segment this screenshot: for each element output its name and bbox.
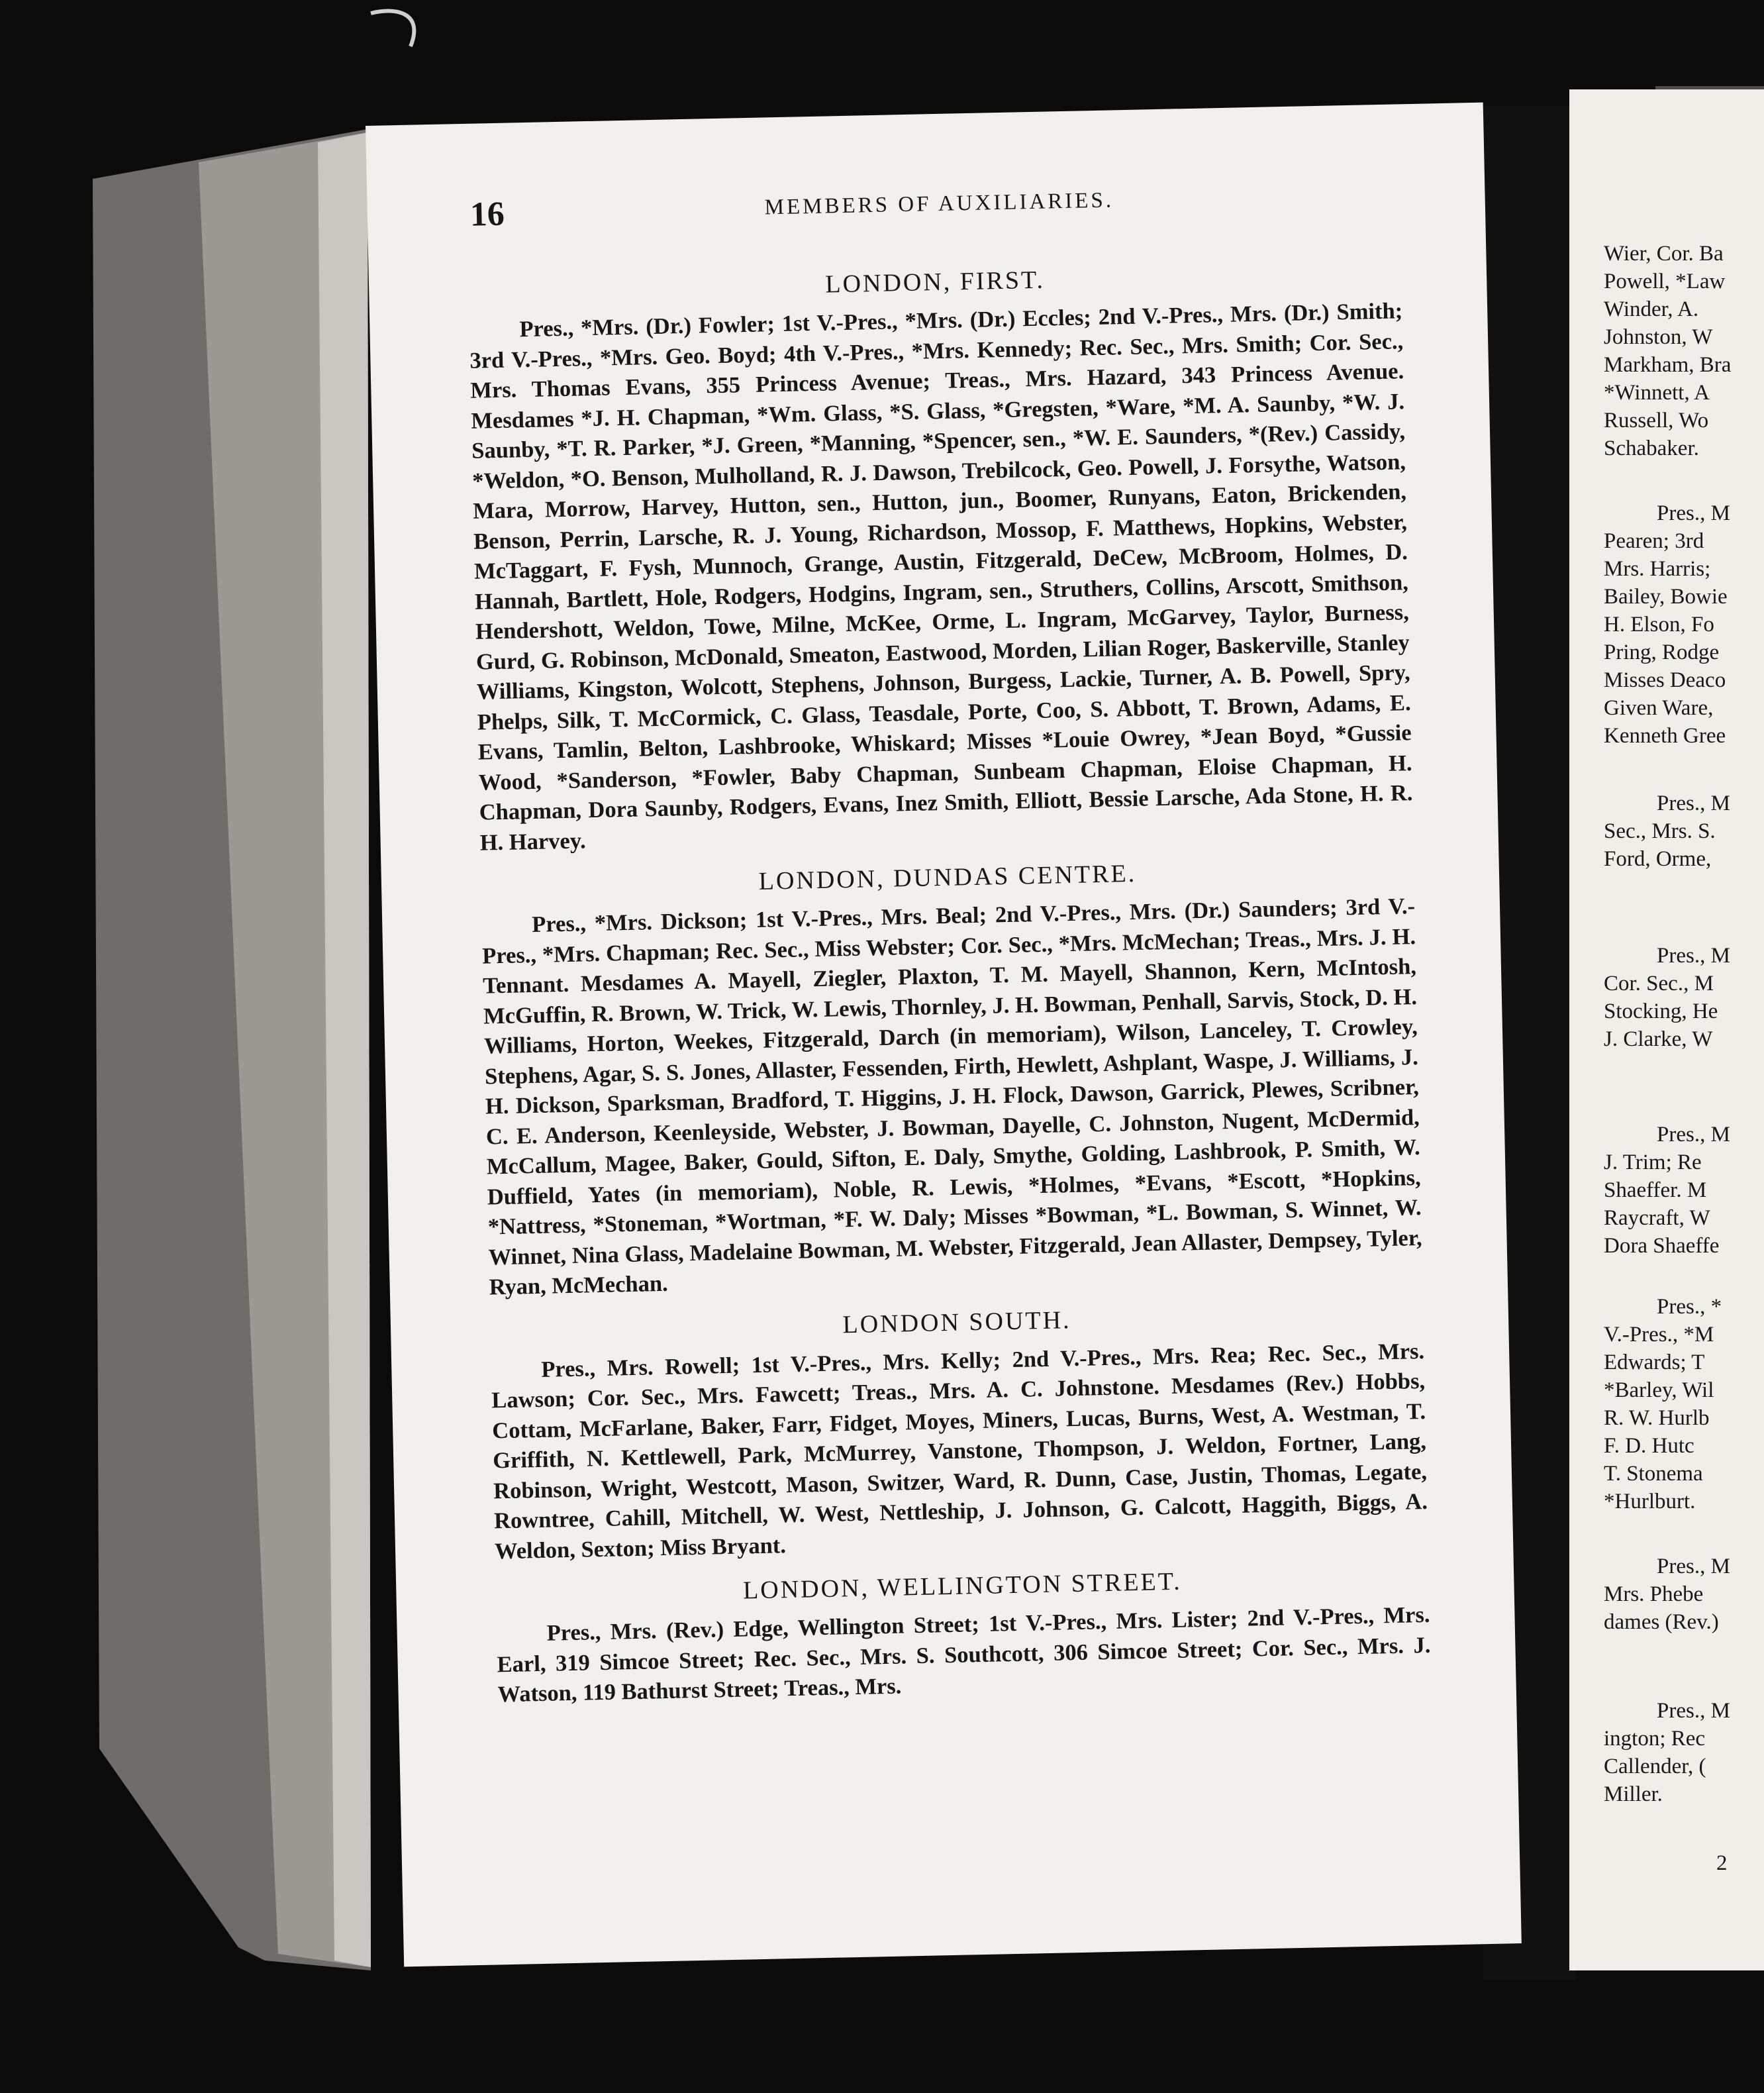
right-page-line: R. W. Hurlb — [1604, 1406, 1710, 1430]
page-number: 16 — [469, 195, 505, 234]
section-body: Pres., Mrs. (Rev.) Edge, Wellington Street; 1st V.-Pres., Mrs. Lister; 2nd V.-Pres., Mrs. Earl, 319 Simcoe Street; Rec. Sec., Mrs. S. Southcott, 306 Simcoe Street; Cor. Sec., Mrs. J. Watson, 119 Bathurst Street; Treas., Mrs. — [497, 1602, 1431, 1708]
right-page-line: Powell, *Law — [1604, 270, 1726, 293]
right-page-line: Mrs. Phebe — [1604, 1582, 1704, 1606]
right-page-line: Raycraft, W — [1604, 1206, 1710, 1230]
right-page-line: Edwards; T — [1604, 1351, 1705, 1374]
right-page-line: V.-Pres., *M — [1604, 1323, 1714, 1347]
right-page-line: Given Ware, — [1604, 696, 1714, 720]
right-page-line: Pres., M — [1657, 1555, 1730, 1578]
right-page-line: dames (Rev.) — [1604, 1610, 1719, 1634]
section-body: Pres., Mrs. Rowell; 1st V.-Pres., Mrs. Kelly; 2nd V.-Pres., Mrs. Rea; Rec. Sec., Mrs. Lawson; Cor. Sec., Mrs. Fawcett; Treas., Mrs. A. C. Johnstone. Mesdames (Rev.) Hobbs, Cottam, McFarlane, Baker, Farr, Fidget, Moyes, Miners, Lucas, Burns, West, A. Westman, T. Griffith, N. Kettlewell, Park, McMurrey, Vanstone, Thompson, J. Weldon, Fortner, Lang, Robinson, Wright, Westcott, Mason, Switzer, Ward, R. Dunn, Case, Justin, Thomas, Legate, Rowntree, Cahill, Mitchell, W. West, Nettleship, J. Johnson, G. Calcott, Haggith, Biggs, A. Weldon, Sexton; Miss Bryant. — [491, 1338, 1428, 1564]
right-page-line: Russell, Wo — [1604, 409, 1709, 433]
right-page-line: Cor. Sec., M — [1604, 972, 1714, 995]
scan-artifact-curve — [371, 11, 414, 46]
right-page-line: Johnston, W — [1604, 325, 1713, 349]
right-page-line: J. Trim; Re — [1604, 1150, 1702, 1174]
right-page-line: H. Elson, Fo — [1604, 613, 1714, 637]
right-page-line: Callender, ( — [1604, 1755, 1706, 1778]
right-page-line: Kenneth Gree — [1604, 724, 1726, 748]
section-heading: LONDON SOUTH. — [842, 1305, 1071, 1339]
right-page-line: Bailey, Bowie — [1604, 585, 1728, 609]
signature-mark: 2 — [1716, 1851, 1728, 1875]
right-page-line: Sec., Mrs. S. — [1604, 819, 1716, 843]
page-header — [469, 175, 1444, 242]
right-page-line: Pring, Rodge — [1604, 640, 1720, 664]
section-heading: LONDON, WELLINGTON STREET. — [742, 1567, 1183, 1605]
right-page-line: Schabaker. — [1604, 436, 1699, 460]
right-page-line: Pres., M — [1657, 1123, 1730, 1147]
right-page-line: *Barley, Wil — [1604, 1378, 1714, 1402]
right-page-line: Pres., M — [1657, 1699, 1730, 1723]
right-page-line: F. D. Hutc — [1604, 1434, 1694, 1458]
right-page-line: Pres., M — [1657, 501, 1730, 525]
auxiliary-sections — [467, 243, 1431, 1710]
section-london-wellington-street — [495, 1562, 1432, 1710]
right-page-line: Misses Deaco — [1604, 668, 1726, 692]
right-page-line: Pres., M — [1657, 944, 1730, 968]
right-page-line: Wier, Cor. Ba — [1604, 242, 1724, 266]
right-page-line: *Hurlburt. — [1604, 1490, 1696, 1513]
right-page-line: Pres., M — [1657, 791, 1730, 815]
right-page-line: ington; Rec — [1604, 1727, 1706, 1751]
left-page — [366, 103, 1522, 1967]
right-page-line: J. Clarke, W — [1604, 1027, 1713, 1051]
right-page-line: Markham, Bra — [1604, 353, 1732, 377]
section-body: Pres., *Mrs. Dickson; 1st V.-Pres., Mrs. Beal; 2nd V.-Pres., Mrs. (Dr.) Saunders; 3rd V.-Pres., *Mrs. Chapman; Rec. Sec., Miss Webster; Cor. Sec., *Mrs. McMechan; Treas., Mrs. J. H. Tennant. Mesdames A. Mayell, Ziegler, Plaxton, T. M. Mayell, Shannon, Kern, McIntosh, McGuffin, R. Brown, W. Trick, W. Lewis, Thornley, J. H. Bowman, Penhall, Sarvis, Stock, D. H. Williams, Horton, Weekes, Fitzgerald, Darch (in memoriam), Wilson, Lanceley, T. Crowley, Stephens, Agar, S. S. Jones, Allaster, Fessenden, Firth, Hewlett, Ashplant, Waspe, J. Williams, J. H. Dickson, Sparksman, Bradford, T. Higgins, J. H. Flock, Dawson, Garrick, Plewes, Scribner, C. E. Anderson, Keenleyside, Webster, J. Bowman, Dayelle, C. Johnston, Nugent, McDermid, McCallum, Magee, Baker, Gould, Sifton, E. Daly, Smythe, Golding, Lashbrook, P. Smith, W. Duffield, Yates (in memoriam), Noble, R. Lewis, *Holmes, *Evans, *Escott, *Hopkins, *Nattress, *Stoneman, *Wortman, *F. W. Daly; Misses *Bowman, *L. Bowman, S. Winnet, W. Winnet, Nina Glass, Madelaine Bowman, M. Webster, Fitzgerald, Jean Allaster, Dempsey, Tyler, Ryan, McMechan. — [481, 893, 1422, 1300]
right-page-line: Mrs. Harris; — [1604, 557, 1711, 581]
section-heading: LONDON, FIRST. — [824, 266, 1046, 299]
section-london-south — [490, 1298, 1429, 1566]
section-london-first — [468, 258, 1414, 858]
running-head: MEMBERS OF AUXILIARIES. — [764, 188, 1114, 220]
right-page-line: Ford, Orme, — [1604, 847, 1712, 871]
right-page-line: Pres., * — [1657, 1295, 1722, 1319]
right-page-line: Dora Shaeffe — [1604, 1234, 1720, 1258]
right-page — [1569, 89, 1764, 1970]
right-page-line: Winder, A. — [1604, 297, 1699, 321]
right-page-line: *Winnett, A — [1604, 381, 1710, 405]
right-page-line: Shaeffer. M — [1604, 1178, 1707, 1202]
right-page-line: Stocking, He — [1604, 999, 1718, 1023]
section-body: Pres., *Mrs. (Dr.) Fowler; 1st V.-Pres., *Mrs. (Dr.) Eccles; 2nd V.-Pres., Mrs. (Dr.) Smith; 3rd V.-Pres., *Mrs. Geo. Boyd; 4th V.-Pres., *Mrs. Kennedy; Rec. Sec., Mrs. Smith; Cor. Sec., Mrs. Thomas Evans, 355 Princess Avenue; Treas., Mrs. Hazard, 343 Princess Avenue. Mesdames *J. H. Chapman, *Wm. Glass, *S. Glass, *Gregsten, *Ware, *M. A. Saunby, *W. J. Saunby, *T. R. Parker, *J. Green, *Manning, *Spencer, sen., *W. E. Saunders, *(Rev.) Cassidy, *Weldon, *O. Benson, Mulholland, R. J. Dawson, Trebilcock, Geo. Powell, J. Forsythe, Watson, Mara, Morrow, Harvey, Hutton, sen., Hutton, jun., Boomer, Runyans, Eaton, Brickenden, Benson, Perrin, Larsche, R. J. Young, Richardson, Mossop, F. Matthews, Hopkins, Webster, McTaggart, F. Fysh, Munnoch, Grange, Austin, Fitzgerald, DeCew, McBroom, Holmes, D. Hannah, Bartlett, Hole, Rodgers, Hodgins, Ingram, sen., Struthers, Collins, Arscott, Smithson, Hendershott, Weldon, Towe, Milne, McKee, Orme, L. Ingram, McGarvey, Taylor, Burness, Gurd, G. Robinson, McDonald, Smeaton, Eastwood, Morden, Lilian Roger, Baskerville, Stanley Williams, Kingston, Wolcott, Stephens, Johnson, Burgess, Lackie, Turner, A. B. Powell, Spry, Phelps, Silk, T. McCormick, C. Glass, Teasdale, Porte, Coo, S. Abbott, T. Brown, Adams, E. Evans, Tamlin, Belton, Lashbrooke, Whiskard; Misses *Louie Owrey, *Jean Boyd, *Gussie Wood, *Sanderson, *Fowler, Baby Chapman, Sunbeam Chapman, Eloise Chapman, H. Chapman, Dora Saunby, Rodgers, Evans, Inez Smith, Elliott, Bessie Larsche, Ada Stone, H. R. H. Harvey. — [469, 298, 1413, 856]
section-london-dundas-centre — [481, 853, 1423, 1303]
right-page-line: Miller. — [1604, 1782, 1663, 1806]
section-heading: LONDON, DUNDAS CENTRE. — [758, 859, 1137, 895]
right-page-line: Pearen; 3rd — [1604, 529, 1704, 553]
right-page-line: T. Stonema — [1604, 1462, 1703, 1486]
